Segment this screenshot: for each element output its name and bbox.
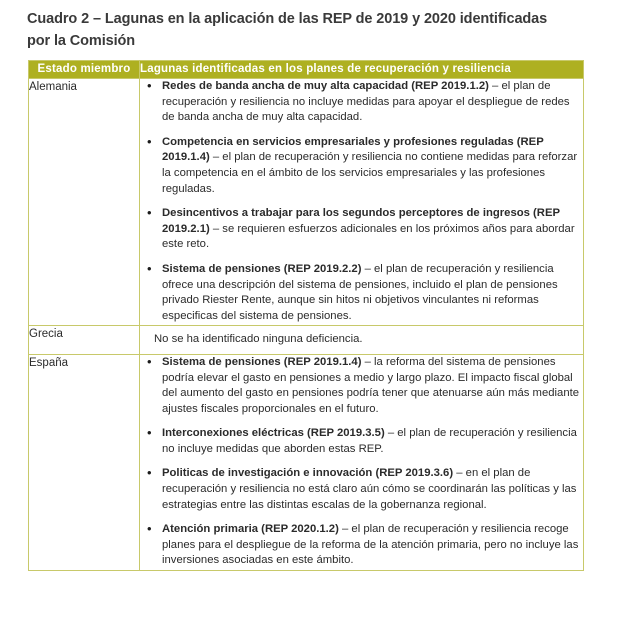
table-header xyxy=(29,61,584,79)
list-item xyxy=(140,79,583,126)
column-header-state: Estado miembro xyxy=(29,61,140,79)
gap-description: – el plan de recuperación y resiliencia no incluye medidas que aborden estas REP. xyxy=(162,427,577,455)
page-title: Cuadro 2 – Lagunas en la aplicación de las REP de 2019 y 2020 identificadas por la Comisión xyxy=(27,11,548,49)
list-item xyxy=(140,426,583,457)
gaps-cell xyxy=(140,326,584,355)
table-row xyxy=(29,326,584,355)
gap-text: No se ha identificado ninguna deficiencia. xyxy=(154,333,363,346)
list-item xyxy=(140,466,583,513)
table-row xyxy=(29,79,584,326)
gap-title: Desincentivos a trabajar para los segundos perceptores de ingresos (REP 2019.2.1) xyxy=(162,207,560,235)
gap-bullet-list xyxy=(140,355,583,569)
gap-bullet-list xyxy=(140,79,583,324)
gap-description: – el plan de recuperación y resiliencia no contiene medidas para reforzar la competencia en el ámbito de los servicios empresariales y las profesiones reguladas. xyxy=(162,151,578,195)
list-item xyxy=(140,135,583,197)
gap-description: – el plan de recuperación y resiliencia recoge planes para el despliegue de la reforma de la atención primaria, pero no incluye las inversiones asociadas en este ámbito. xyxy=(162,523,579,567)
gap-description: – el plan de recuperación y resiliencia ofrece una descripción del sistema de pensiones, incluido el plan de pensiones privado Riester Rente, aunque sin hitos ni objetivos vinculantes ni reformas especificas del sistema de pensiones. xyxy=(162,262,558,322)
gap-description: – en el plan de recuperación y resiliencia no está claro aún cómo se coordinarán las políticas y las estrategias entre las distintas escalas de la gobernanza regional. xyxy=(162,467,577,511)
table-row xyxy=(29,354,584,570)
gap-description: – el plan de recuperación y resiliencia no incluye medidas para apoyar el despliegue de redes de banda ancha de muy alta capacidad. xyxy=(162,80,570,124)
gap-description: – la reforma del sistema de pensiones podría elevar el gasto en pensiones a medio y largo plazo. El impacto fiscal global del aumento del gasto en pensiones podría tener que atenuarse aún más mediante ajustes fiscales proporcionales en el futuro. xyxy=(162,355,580,415)
member-state-cell: España xyxy=(29,354,140,570)
gaps-cell xyxy=(140,79,584,326)
list-item xyxy=(140,355,583,417)
gap-title: Competencia en servicios empresariales y profesiones reguladas (REP 2019.1.4) xyxy=(162,135,544,164)
gap-title: Atención primaria (REP 2020.1.2) xyxy=(162,523,339,536)
gap-title: Interconexiones eléctricas (REP 2019.3.5) xyxy=(162,427,385,440)
table-header-row xyxy=(29,61,584,79)
gaps-cell xyxy=(140,354,584,570)
gap-title: Redes de banda ancha de muy alta capacidad (REP 2019.1.2) xyxy=(162,80,489,92)
gap-title: Politicas de investigación e innovación (REP 2019.3.6) xyxy=(162,467,454,480)
member-state-cell: Alemania xyxy=(29,79,140,326)
gap-title: Sistema de pensiones (REP 2019.1.4) xyxy=(162,355,362,368)
member-state-cell: Grecia xyxy=(29,326,140,355)
list-item xyxy=(140,206,583,253)
table-body xyxy=(29,79,584,571)
gap-title: Sistema de pensiones (REP 2019.2.2) xyxy=(162,262,362,275)
gap-description: – se requieren esfuerzos adicionales en los próximos años para abordar este reto. xyxy=(162,222,575,251)
list-item xyxy=(140,262,583,324)
gaps-table xyxy=(28,60,584,571)
column-header-gaps: Lagunas identificadas en los planes de recuperación y resiliencia xyxy=(140,61,584,79)
table-container xyxy=(28,60,584,571)
list-item xyxy=(140,522,583,569)
